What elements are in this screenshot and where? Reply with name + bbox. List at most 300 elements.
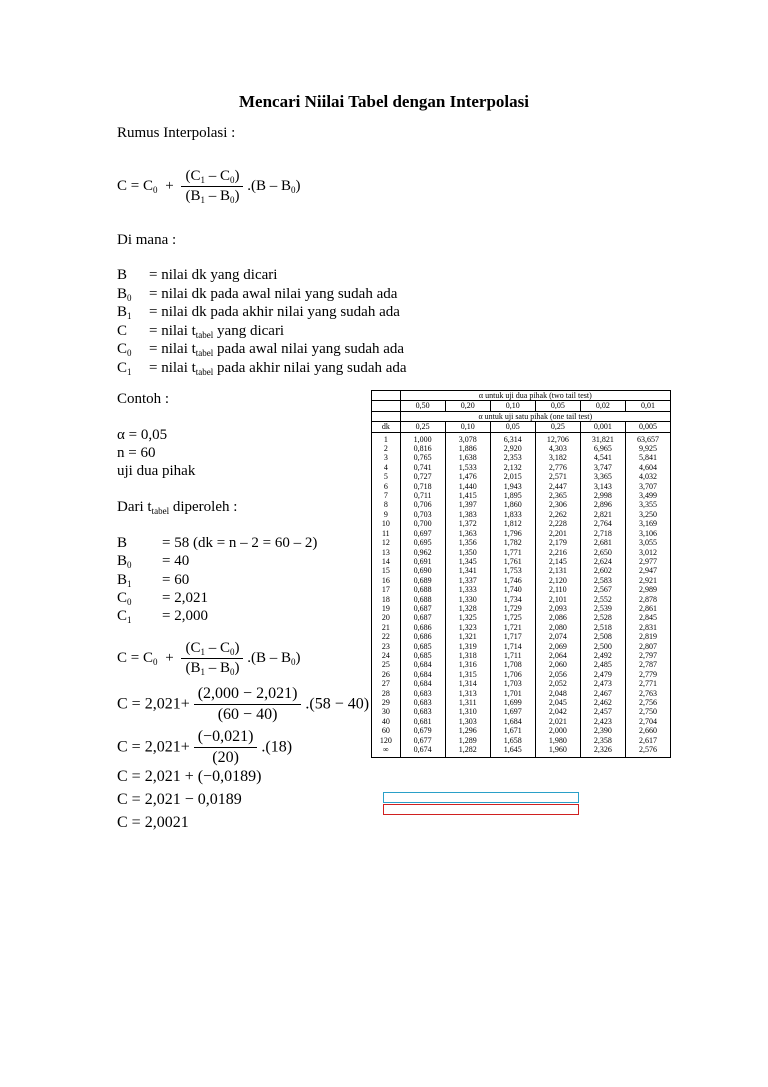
dk-cell: 60: [372, 726, 401, 735]
table-cell: 1,658: [490, 736, 535, 745]
table-cell: 1,415: [445, 491, 490, 500]
dk-cell: 8: [372, 500, 401, 509]
definition-text: = nilai $t_{tabel}$ yang dicari: [149, 322, 285, 340]
table-cell: 31,821: [580, 432, 625, 444]
table-cell: 2,365: [535, 491, 580, 500]
table-cell: 1,533: [445, 463, 490, 472]
formula-lhs: $C = C_0$: [117, 178, 158, 195]
dk-cell: 20: [372, 613, 401, 622]
table-row: [372, 698, 671, 707]
table-cell: 2,831: [625, 623, 670, 632]
table-cell: 2,819: [625, 632, 670, 641]
two-tail-alpha: 0,01: [625, 401, 670, 411]
table-cell: 2,650: [580, 548, 625, 557]
table-cell: 1,323: [445, 623, 490, 632]
obtained-symbol: $C_1$: [117, 608, 132, 626]
table-cell: 2,624: [580, 557, 625, 566]
table-cell: 0,697: [400, 529, 445, 538]
table-cell: 0,962: [400, 548, 445, 557]
table-row: [372, 453, 671, 462]
table-cell: 0,690: [400, 566, 445, 575]
table-cell: 2,528: [580, 613, 625, 622]
formula-fraction: [181, 168, 243, 205]
table-cell: 1,746: [490, 576, 535, 585]
table-cell: 2,518: [580, 623, 625, 632]
table-cell: 6,314: [490, 432, 535, 444]
table-cell: 3,747: [580, 463, 625, 472]
table-cell: 5,841: [625, 453, 670, 462]
table-cell: 0,711: [400, 491, 445, 500]
table-cell: 2,086: [535, 613, 580, 622]
table-row: [372, 500, 671, 509]
definition-text: = nilai dk yang dicari: [149, 267, 278, 283]
table-cell: 1,345: [445, 557, 490, 566]
table-cell: 2,583: [580, 576, 625, 585]
table-cell: 0,684: [400, 660, 445, 669]
table-cell: 2,132: [490, 463, 535, 472]
table-cell: 1,729: [490, 604, 535, 613]
table-cell: 2,353: [490, 453, 535, 462]
table-cell: 1,753: [490, 566, 535, 575]
table-row: [372, 491, 671, 500]
table-cell: 1,321: [445, 632, 490, 641]
table-cell: 2,358: [580, 736, 625, 745]
table-cell: 2,845: [625, 613, 670, 622]
table-cell: 1,313: [445, 689, 490, 698]
dk-cell: 9: [372, 510, 401, 519]
definition-text: = nilai dk pada awal nilai yang sudah ada: [149, 285, 398, 302]
table-row: [372, 585, 671, 594]
dk-header: dk: [372, 422, 401, 432]
table-cell: 1,397: [445, 500, 490, 509]
table-row: [372, 519, 671, 528]
table-cell: 1,717: [490, 632, 535, 641]
step-substitution: C = 2,021+ $\frac{(2,000 - 2,021)}{(60 - 40)}$ .(58 − 40): [117, 685, 370, 723]
table-cell: 0,727: [400, 472, 445, 481]
table-cell: 2,861: [625, 604, 670, 613]
step-4: C = 2,021 + (−0,0189): [117, 768, 262, 785]
header-blank: [372, 401, 401, 411]
table-cell: 0,689: [400, 576, 445, 585]
table-cell: 3,169: [625, 519, 670, 528]
table-cell: 2,763: [625, 689, 670, 698]
table-cell: 1,372: [445, 519, 490, 528]
table-cell: 0,684: [400, 670, 445, 679]
table-cell: 4,032: [625, 472, 670, 481]
table-cell: 2,567: [580, 585, 625, 594]
table-cell: 2,326: [580, 745, 625, 758]
table-cell: 1,703: [490, 679, 535, 688]
table-cell: 2,479: [580, 670, 625, 679]
table-cell: 2,052: [535, 679, 580, 688]
one-tail-alpha: 0,25: [535, 422, 580, 432]
definition-symbol: C: [117, 322, 128, 339]
table-cell: 2,779: [625, 670, 670, 679]
table-cell: 3,143: [580, 482, 625, 491]
table-row: [372, 557, 671, 566]
table-cell: 0,816: [400, 444, 445, 453]
table-cell: 1,721: [490, 623, 535, 632]
table-cell: 0,741: [400, 463, 445, 472]
table-cell: 1,684: [490, 717, 535, 726]
table-cell: 2,021: [535, 717, 580, 726]
table-cell: 4,604: [625, 463, 670, 472]
dk-cell: 28: [372, 689, 401, 698]
table-cell: 2,921: [625, 576, 670, 585]
dk-cell: 14: [372, 557, 401, 566]
dk-cell: 19: [372, 604, 401, 613]
table-cell: 0,685: [400, 651, 445, 660]
one-tail-alpha: 0,25: [400, 422, 445, 432]
table-cell: 2,064: [535, 651, 580, 660]
table-cell: 1,782: [490, 538, 535, 547]
table-cell: 2,201: [535, 529, 580, 538]
table-cell: 6,965: [580, 444, 625, 453]
table-cell: 1,960: [535, 745, 580, 758]
definition-symbol: $B_1$: [117, 304, 132, 321]
table-cell: 3,012: [625, 548, 670, 557]
contoh-label: Contoh :: [117, 391, 170, 407]
table-cell: 2,571: [535, 472, 580, 481]
table-cell: 1,708: [490, 660, 535, 669]
table-cell: 1,333: [445, 585, 490, 594]
table-cell: 1,315: [445, 670, 490, 679]
table-cell: 2,000: [535, 726, 580, 735]
dk-cell: 12: [372, 538, 401, 547]
table-cell: 2,080: [535, 623, 580, 632]
table-cell: 2,228: [535, 519, 580, 528]
table-cell: 2,145: [535, 557, 580, 566]
table-cell: 3,106: [625, 529, 670, 538]
table-cell: 2,473: [580, 679, 625, 688]
table-cell: 1,638: [445, 453, 490, 462]
header-blank: [372, 411, 401, 421]
table-cell: 12,706: [535, 432, 580, 444]
dk-cell: 27: [372, 679, 401, 688]
dk-cell: ∞: [372, 745, 401, 758]
table-row: [372, 660, 671, 669]
dk-cell: 30: [372, 707, 401, 716]
table-cell: 1,318: [445, 651, 490, 660]
definition-symbol: $C_1$: [117, 359, 132, 377]
table-cell: 2,552: [580, 595, 625, 604]
table-cell: 0,688: [400, 595, 445, 604]
table-cell: 0,683: [400, 707, 445, 716]
table-cell: 1,980: [535, 736, 580, 745]
table-cell: 0,700: [400, 519, 445, 528]
table-cell: 2,069: [535, 642, 580, 651]
table-cell: 63,657: [625, 432, 670, 444]
dk-cell: 10: [372, 519, 401, 528]
table-cell: 2,216: [535, 548, 580, 557]
table-cell: 1,701: [490, 689, 535, 698]
dk-cell: 11: [372, 529, 401, 538]
table-row: [372, 595, 671, 604]
table-cell: 0,695: [400, 538, 445, 547]
table-cell: 2,718: [580, 529, 625, 538]
table-cell: 2,977: [625, 557, 670, 566]
table-cell: 0,706: [400, 500, 445, 509]
table-cell: 1,330: [445, 595, 490, 604]
obtained-value: = 2,021: [162, 589, 208, 606]
table-row: [372, 548, 671, 557]
table-cell: 1,383: [445, 510, 490, 519]
table-cell: 3,250: [625, 510, 670, 519]
table-cell: 0,718: [400, 482, 445, 491]
table-cell: 1,476: [445, 472, 490, 481]
table-cell: 0,677: [400, 736, 445, 745]
table-cell: 0,687: [400, 604, 445, 613]
dk-cell: 25: [372, 660, 401, 669]
table-cell: 1,711: [490, 651, 535, 660]
table-cell: 1,296: [445, 726, 490, 735]
table-cell: 1,325: [445, 613, 490, 622]
table-cell: 2,306: [535, 500, 580, 509]
table-cell: 2,896: [580, 500, 625, 509]
dk-cell: 5: [372, 472, 401, 481]
formula-denominator: $(B_1 - B_0)$: [185, 188, 240, 205]
table-cell: 3,055: [625, 538, 670, 547]
table-cell: 2,878: [625, 595, 670, 604]
page-title: Mencari Niilai Tabel dengan Interpolasi: [239, 92, 529, 111]
step-simplify: C = 2,021+ $\frac{(-0,021)}{(20)}$ .(18): [117, 728, 293, 766]
definition-text: = nilai dk pada akhir nilai yang sudah ada: [149, 304, 400, 320]
table-cell: 1,895: [490, 491, 535, 500]
table-cell: 2,462: [580, 698, 625, 707]
table-cell: 2,508: [580, 632, 625, 641]
table-cell: 2,390: [580, 726, 625, 735]
table-cell: 2,681: [580, 538, 625, 547]
obtained-value: = 40: [162, 553, 190, 570]
table-cell: 2,048: [535, 689, 580, 698]
table-cell: 2,807: [625, 642, 670, 651]
table-cell: 2,787: [625, 660, 670, 669]
table-cell: 2,797: [625, 651, 670, 660]
table-cell: 1,000: [400, 432, 445, 444]
dk-cell: 23: [372, 642, 401, 651]
table-cell: 0,687: [400, 613, 445, 622]
table-cell: 1,350: [445, 548, 490, 557]
two-tail-alpha: 0,20: [445, 401, 490, 411]
dari-label: Dari $t_{tabel}$ diperoleh :: [117, 499, 238, 516]
obtained-symbol: $B_0$: [117, 553, 132, 571]
table-cell: 1,314: [445, 679, 490, 688]
table-row: [372, 444, 671, 453]
dk-cell: 15: [372, 566, 401, 575]
definition-symbol: $C_0$: [117, 341, 132, 358]
table-cell: 2,120: [535, 576, 580, 585]
dk-cell: 16: [372, 576, 401, 585]
table-cell: 2,764: [580, 519, 625, 528]
highlight-row-40: [383, 792, 579, 803]
table-cell: 3,182: [535, 453, 580, 462]
table-cell: 1,363: [445, 529, 490, 538]
dk-cell: 24: [372, 651, 401, 660]
table-row: [372, 679, 671, 688]
table-cell: 2,750: [625, 707, 670, 716]
one-tail-alpha: 0,001: [580, 422, 625, 432]
table-cell: 0,688: [400, 585, 445, 594]
two-tail-alpha: 0,50: [400, 401, 445, 411]
table-cell: 1,310: [445, 707, 490, 716]
table-row: [372, 651, 671, 660]
table-cell: 2,467: [580, 689, 625, 698]
table-cell: 2,110: [535, 585, 580, 594]
header-blank: [372, 391, 401, 401]
table-cell: 1,341: [445, 566, 490, 575]
table-cell: 0,681: [400, 717, 445, 726]
table-row: [372, 566, 671, 575]
table-cell: 3,078: [445, 432, 490, 444]
dimana-label: Di mana :: [117, 232, 177, 248]
table-cell: 1,943: [490, 482, 535, 491]
dk-cell: 29: [372, 698, 401, 707]
table-cell: 1,671: [490, 726, 535, 735]
dk-cell: 22: [372, 632, 401, 641]
table-cell: 0,683: [400, 689, 445, 698]
table-cell: 0,686: [400, 632, 445, 641]
table-cell: 2,617: [625, 736, 670, 745]
table-cell: 2,576: [625, 745, 670, 758]
t-distribution-table: [371, 390, 671, 758]
table-cell: 0,686: [400, 623, 445, 632]
table-row: [372, 432, 671, 444]
obtained-value: = 2,000: [162, 608, 208, 625]
two-tail-alpha: 0,05: [535, 401, 580, 411]
table-cell: 4,303: [535, 444, 580, 453]
dk-cell: 120: [372, 736, 401, 745]
table-cell: 2,998: [580, 491, 625, 500]
dk-cell: 3: [372, 453, 401, 462]
table-cell: 2,056: [535, 670, 580, 679]
table-cell: 9,925: [625, 444, 670, 453]
table-cell: 1,316: [445, 660, 490, 669]
formula-numerator: $(C_1 - C_0)$: [181, 168, 243, 187]
table-cell: 1,319: [445, 642, 490, 651]
table-cell: 1,440: [445, 482, 490, 491]
table-cell: 1,328: [445, 604, 490, 613]
table-row: [372, 689, 671, 698]
dk-cell: 26: [372, 670, 401, 679]
table-cell: 2,771: [625, 679, 670, 688]
dk-cell: 7: [372, 491, 401, 500]
dk-cell: 18: [372, 595, 401, 604]
table-row: [372, 538, 671, 547]
table-cell: 2,042: [535, 707, 580, 716]
table-row: [372, 613, 671, 622]
dk-cell: 17: [372, 585, 401, 594]
table-cell: 3,355: [625, 500, 670, 509]
definition-symbol: B: [117, 267, 128, 283]
one-tail-alpha: 0,05: [490, 422, 535, 432]
dk-cell: 1: [372, 432, 401, 444]
table-cell: 2,920: [490, 444, 535, 453]
step-5: C = 2,021 − 0,0189: [117, 791, 242, 808]
step-result: C = 2,0021: [117, 814, 189, 831]
dk-cell: 13: [372, 548, 401, 557]
obtained-symbol: $C_0$: [117, 589, 132, 607]
formula-tail: $.(B - B_0)$: [247, 178, 301, 195]
table-cell: 1,761: [490, 557, 535, 566]
table-cell: 0,684: [400, 679, 445, 688]
table-cell: 2,423: [580, 717, 625, 726]
definition-symbol: $B_0$: [117, 285, 132, 303]
table-cell: 2,101: [535, 595, 580, 604]
one-tail-header: α untuk uji satu pihak (one tail test): [400, 411, 670, 421]
table-cell: 4,541: [580, 453, 625, 462]
table-row: [372, 604, 671, 613]
table-cell: 2,015: [490, 472, 535, 481]
table-cell: 3,707: [625, 482, 670, 491]
table-cell: 1,289: [445, 736, 490, 745]
table-cell: 0,679: [400, 726, 445, 735]
table-cell: 0,674: [400, 745, 445, 758]
table-cell: 1,860: [490, 500, 535, 509]
table-cell: 2,602: [580, 566, 625, 575]
definition-text: = nilai $t_{tabel}$ pada akhir nilai yang sudah ada: [149, 359, 407, 377]
table-cell: 1,740: [490, 585, 535, 594]
obtained-symbol: B: [117, 535, 128, 551]
table-cell: 2,947: [625, 566, 670, 575]
table-cell: 2,539: [580, 604, 625, 613]
two-tail-alpha: 0,02: [580, 401, 625, 411]
table-cell: 0,765: [400, 453, 445, 462]
table-row: [372, 717, 671, 726]
table-cell: 0,703: [400, 510, 445, 519]
table-row: [372, 670, 671, 679]
table-row: [372, 623, 671, 632]
table-cell: 1,697: [490, 707, 535, 716]
table-row: [372, 726, 671, 735]
table-row: [372, 707, 671, 716]
table-row: [372, 745, 671, 758]
table-cell: 2,131: [535, 566, 580, 575]
table-cell: 2,821: [580, 510, 625, 519]
table-cell: 2,704: [625, 717, 670, 726]
table-cell: 2,756: [625, 698, 670, 707]
table-cell: 0,691: [400, 557, 445, 566]
table-cell: 1,706: [490, 670, 535, 679]
table-cell: 1,337: [445, 576, 490, 585]
dk-cell: 2: [372, 444, 401, 453]
table-cell: 1,771: [490, 548, 535, 557]
table-cell: 1,734: [490, 595, 535, 604]
table-cell: 2,776: [535, 463, 580, 472]
dk-cell: 21: [372, 623, 401, 632]
given-n: n = 60: [117, 445, 156, 461]
table-cell: 2,045: [535, 698, 580, 707]
table-cell: 2,060: [535, 660, 580, 669]
given-alpha: α = 0,05: [117, 427, 168, 443]
table-row: [372, 632, 671, 641]
obtained-value: = 60: [162, 571, 190, 588]
table-row: [372, 529, 671, 538]
one-tail-alpha: 0,005: [625, 422, 670, 432]
table-cell: 0,683: [400, 698, 445, 707]
two-tail-alpha: 0,10: [490, 401, 535, 411]
table-row: [372, 576, 671, 585]
table-cell: 2,485: [580, 660, 625, 669]
obtained-value: = 58 (dk = n – 2 = 60 – 2): [162, 535, 318, 551]
table-cell: 1,812: [490, 519, 535, 528]
dk-cell: 4: [372, 463, 401, 472]
table-cell: 1,796: [490, 529, 535, 538]
obtained-symbol: $B_1$: [117, 571, 132, 589]
table-cell: 1,833: [490, 510, 535, 519]
table-cell: 1,303: [445, 717, 490, 726]
table-cell: 2,457: [580, 707, 625, 716]
table-cell: 2,447: [535, 482, 580, 491]
